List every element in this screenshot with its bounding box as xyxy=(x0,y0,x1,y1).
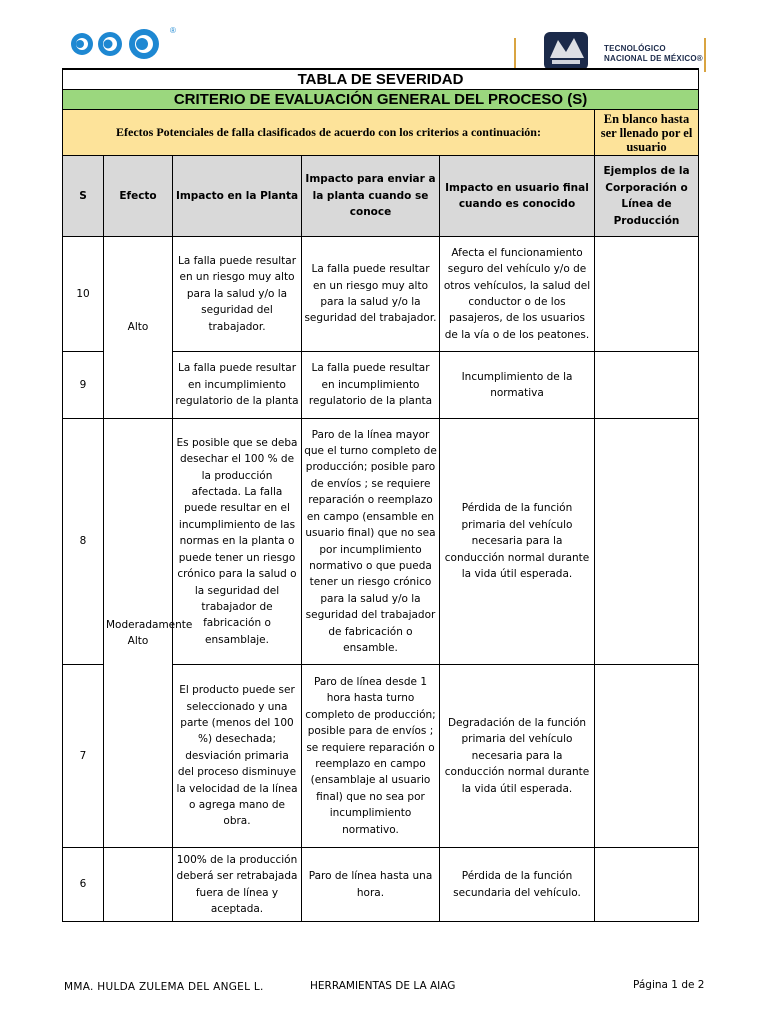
impact-end-user: Degradación de la función primaria del vehículo necesaria para la conducción normal durante la vida útil esperada. xyxy=(440,665,595,848)
table-title: TABLA DE SEVERIDAD xyxy=(63,69,699,90)
footer-course: HERRAMIENTAS DE LA AIAG xyxy=(310,980,456,992)
examples-cell xyxy=(595,237,699,352)
severity-table xyxy=(62,68,699,922)
examples-cell xyxy=(595,665,699,848)
impact-plant: La falla puede resultar en incumplimiento regulatorio de la planta xyxy=(173,352,302,419)
effect-alto: Alto xyxy=(104,237,173,419)
severity-value: 9 xyxy=(63,352,104,419)
impact-shipping: La falla puede resultar en un riesgo muy alto para la salud y/o la seguridad del trabajador. xyxy=(302,237,440,352)
tecnm-text-line2: NACIONAL DE MÉXICO xyxy=(604,54,697,63)
col-header-usuario: Impacto en usuario final cuando es conocido xyxy=(440,156,595,237)
logo-rule-left xyxy=(514,38,516,72)
col-header-efecto: Efecto xyxy=(104,156,173,237)
impact-plant: La falla puede resultar en un riesgo muy alto para la salud y/o la seguridad del trabajador. xyxy=(173,237,302,352)
blank-note: En blanco hasta ser llenado por el usuario xyxy=(595,110,699,156)
intro-text: Efectos Potenciales de falla clasificados de acuerdo con los criterios a continuación: xyxy=(63,110,595,156)
severity-value: 10 xyxy=(63,237,104,352)
impact-plant: Es posible que se deba desechar el 100 % de la producción afectada. La falla puede resultar en el incumplimiento de las normas en la planta o puede tener un riesgo crónico para la salud o la seguridad del trabajador de fabricación o ensamblaje. xyxy=(173,419,302,665)
col-header-planta: Impacto en la Planta xyxy=(173,156,302,237)
impact-shipping: Paro de línea desde 1 hora hasta turno completo de producción; posible para de envíos ; se requiere reparación o reemplazo en campo (ensamblaje al usuario final) que no sea por incumplimiento normativo. xyxy=(302,665,440,848)
table-row xyxy=(63,237,699,352)
impact-shipping: Paro de la línea mayor que el turno completo de producción; posible paro de envíos ; se requiere reparación o reemplazo en campo (ensamble en usuario final) que no sea por incumplimiento normativo o que pueda tener un riesgo crónico para la salud y/o la seguridad del trabajador de fabricación o ensamble. xyxy=(302,419,440,665)
col-header-envio: Impacto para enviar a la planta cuando se conoce xyxy=(302,156,440,237)
severity-value: 7 xyxy=(63,665,104,848)
examples-cell xyxy=(595,848,699,922)
footer-page: Página 1 de 2 xyxy=(633,979,705,991)
severity-value: 6 xyxy=(63,848,104,922)
tecnm-registered: ® xyxy=(696,54,703,63)
impact-plant: El producto puede ser seleccionado y una parte (menos del 100 %) desechada; desviación primaria del proceso disminuye la velocidad de la línea o agrega mano de obra. xyxy=(173,665,302,848)
effect-moderado: Moderadamente Alto xyxy=(104,419,173,848)
table-row xyxy=(63,419,699,665)
impact-shipping: Paro de línea hasta una hora. xyxy=(302,848,440,922)
impact-plant: 100% de la producción deberá ser retrabajada fuera de línea y aceptada. xyxy=(173,848,302,922)
col-header-s: S xyxy=(63,156,104,237)
impact-end-user: Incumplimiento de la normativa xyxy=(440,352,595,419)
tecnm-swirl-logo xyxy=(64,24,184,64)
examples-cell xyxy=(595,419,699,665)
tecnm-text-line1: TECNOLÓGICO xyxy=(604,44,666,53)
logo-rule-right xyxy=(704,38,706,72)
examples-cell xyxy=(595,352,699,419)
tecnm-logo xyxy=(514,26,714,72)
table-row xyxy=(63,848,699,922)
severity-value: 8 xyxy=(63,419,104,665)
impact-shipping: La falla puede resultar en incumplimiento regulatorio de la planta xyxy=(302,352,440,419)
registered-mark: ® xyxy=(170,26,176,35)
eagle-icon xyxy=(542,28,592,72)
footer-author: MMA. HULDA ZULEMA DEL ANGEL L. xyxy=(64,981,264,993)
impact-end-user: Pérdida de la función secundaria del vehículo. xyxy=(440,848,595,922)
tecnm-text xyxy=(604,44,703,64)
col-header-ejemplos: Ejemplos de la Corporación o Línea de Producción xyxy=(595,156,699,237)
swirl-logo-icon xyxy=(64,24,184,64)
table-subtitle: CRITERIO DE EVALUACIÓN GENERAL DEL PROCESO (S) xyxy=(63,90,699,110)
header-row xyxy=(63,156,699,237)
impact-end-user: Pérdida de la función primaria del vehículo necesaria para la conducción normal durante la vida útil esperada. xyxy=(440,419,595,665)
impact-end-user: Afecta el funcionamiento seguro del vehículo y/o de otros vehículos, la salud del conductor o de los pasajeros, de los usuarios de la vía o de los peatones. xyxy=(440,237,595,352)
effect-blank xyxy=(104,848,173,922)
